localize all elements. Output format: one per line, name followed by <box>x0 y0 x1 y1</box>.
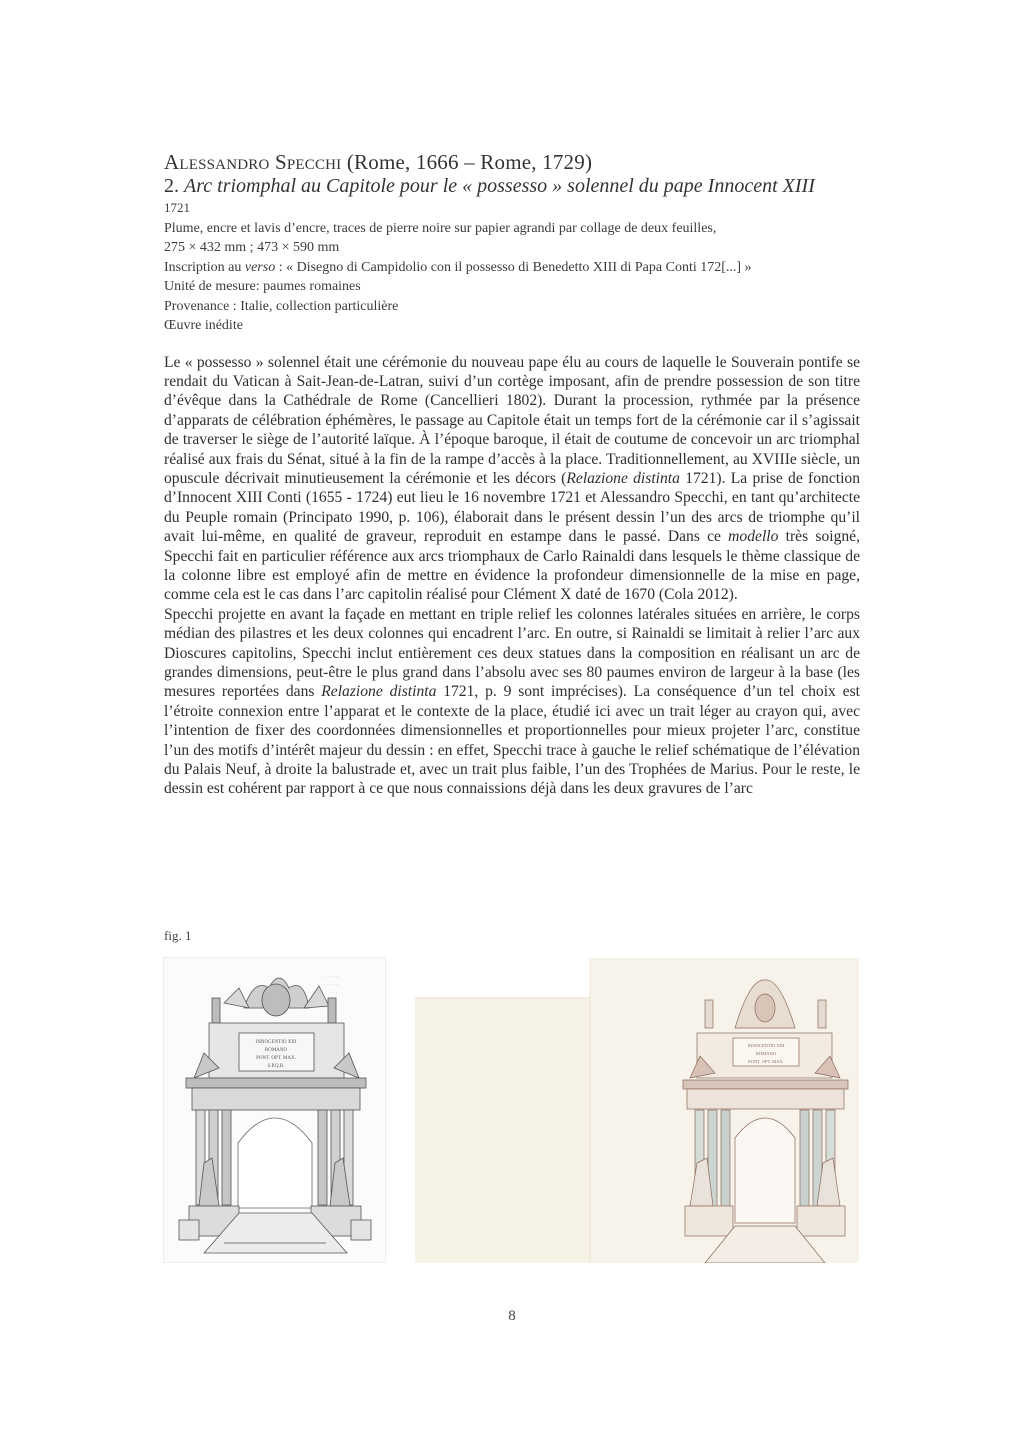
italic-run: modello <box>728 528 779 546</box>
paragraph <box>164 353 860 605</box>
svg-text:· · · · ·: · · · · · <box>329 990 340 995</box>
engraving-inscription-line: S.P.Q.R. <box>267 1064 285 1069</box>
italic-run: Relazione distinta <box>321 683 437 701</box>
work-dimensions: 275 × 432 mm ; 473 × 590 mm <box>164 240 340 255</box>
text-run: 1721, p. 9 sont imprécises). La conséquence d’un tel choix est l’étroite connexion entre l’apparat et le contexte de la place, étudié ici avec un trait léger au crayon qui, avec l’intention de fixer des coordonnées dimensionnelles et proportionnelles pour mieux projeter l’arc, constitue l’un des motifs d’intérêt majeur du dessin : en effet, Specchi trace à gauche le relief schématique de l’élévation du Palais Neuf, à droite la balustrade et, avec un trait plus faible, l’un des Trophées de Marius. Pour le reste, le dessin est cohérent par rapport à ce que nous connaissions déjà dans les deux gravures de l’arc <box>164 683 860 798</box>
drawing-image <box>415 958 859 1263</box>
drawing-inscription-line: INNOCENTIO XIII <box>747 1043 785 1048</box>
svg-text:· · · · · · ·: · · · · · · · <box>324 982 340 987</box>
engraving-arch-drawing <box>164 958 385 1262</box>
artist-name: Alessandro Specchi <box>164 150 342 174</box>
italic-run: Relazione distinta <box>566 469 680 487</box>
artist-dates: (Rome, 1666 – Rome, 1729) <box>341 150 593 174</box>
svg-text:· · · · · · ·: · · · · · · · <box>324 974 340 979</box>
work-medium: Plume, encre et lavis d’encre, traces de pierre noire sur papier agrandi par collage de deux feuilles, <box>164 220 717 236</box>
page-number: 8 <box>508 1308 516 1324</box>
work-title <box>164 174 860 198</box>
inscription-text: : « Disegno di Campidolio con il possesso di Benedetto XIII di Papa Conti 172[...] » <box>275 259 752 275</box>
title-text: Arc triomphal au Capitole pour le « <box>184 175 478 197</box>
inscription-prefix: Inscription au <box>164 259 245 275</box>
work-year <box>164 198 860 219</box>
year-text: 1721 <box>164 200 190 215</box>
work-provenance: Provenance : Italie, collection particulière <box>164 298 399 314</box>
figure-label: fig. 1 <box>164 928 192 943</box>
title-text: » solennel du pape Innocent XIII <box>547 175 815 197</box>
catalogue-entry <box>164 150 860 799</box>
drawing-inscription-line: PONT. OPT. MAX. <box>748 1059 784 1064</box>
text-run: Le « possesso » solennel était une cérémonie du nouveau pape élu au cours de laquelle le Souverain pontife se rendait du Vatican à Sait-Jean-de-Latran, suivi d’un cortège imposant, afin de prendre possession de son titre d’évêque dans la Cathédrale de Rome (Cancellieri 1802). Durant la procession, rythmée par la présence d’apparats de célébration éphémères, le passage au Capitole était un temps fort de la cérémonie car il s’agissait de traverser le siège de l’autorité laïque. À l’époque baroque, il était de coutume de concevoir un arc triomphal réalisé aux frais du Sénat, situé à la fin de la rampe d’accès à la place. Traditionnellement, au XVIIIe siècle, un opuscule décrivait minutieusement la cérémonie et les décors ( <box>164 353 860 487</box>
work-inscription <box>164 258 860 278</box>
body-text <box>164 353 860 799</box>
drawing-arch-sketch <box>415 958 859 1263</box>
engraving-inscription-line: INNOCENTIO XIII <box>255 1040 297 1045</box>
artist-heading <box>164 150 860 174</box>
paragraph <box>164 605 860 799</box>
work-unit: Unité de mesure: paumes romaines <box>164 279 361 294</box>
title-text: possesso <box>477 175 548 197</box>
work-status: Œuvre inédite <box>164 318 243 333</box>
drawing-inscription-line: ROMANO <box>755 1051 777 1056</box>
text-run: très soigné, Specchi fait en particulier référence aux arcs triomphaux de Carlo Rainaldi dans lesquels le thème classique de la colonne libre est employé afin de mettre en évidence la profondeur dimensionnelle de la mise en page, comme cela est le cas dans l’arc capitolin réalisé pour Clément X daté de 1670 (Cola 2012). <box>164 528 860 604</box>
engraving-inscription-line: ROMANO <box>264 1048 288 1053</box>
inscription-verso: verso <box>244 259 276 275</box>
engraving-inscription-line: PONT. OPT. MAX. <box>256 1056 296 1061</box>
text-run: 1721). La prise de fonction d’Innocent XIII Conti (1655 - 1724) eut lieu le 16 novembre 1721 et Alessandro Specchi, en tant qu’architecte du Peuple romain (Principato 1990, p. 106), élaborait dans le présent dessin l’un des arcs de triomphe qu’il avait lui-même, en qualité de graveur, reproduit en estampe dans le passé. Dans ce <box>164 469 860 546</box>
text-run: Specchi projette en avant la façade en mettant en triple relief les colonnes latérales situées en arrière, le corps médian des pilastres et les deux colonnes qui encadrent l’arc. En outre, si Rainaldi se limitait à relier l’arc aux Dioscures capitolins, Specchi inclut entièrement ces deux statues dans la composition en réalisant un arc de grandes dimensions, peut-être le plus grand dans l’absolu avec ses 80 paumes environ de largeur à la base (les mesures reportées dans <box>164 605 860 701</box>
entry-number: 2. <box>164 175 184 197</box>
engraving-image <box>163 957 386 1263</box>
